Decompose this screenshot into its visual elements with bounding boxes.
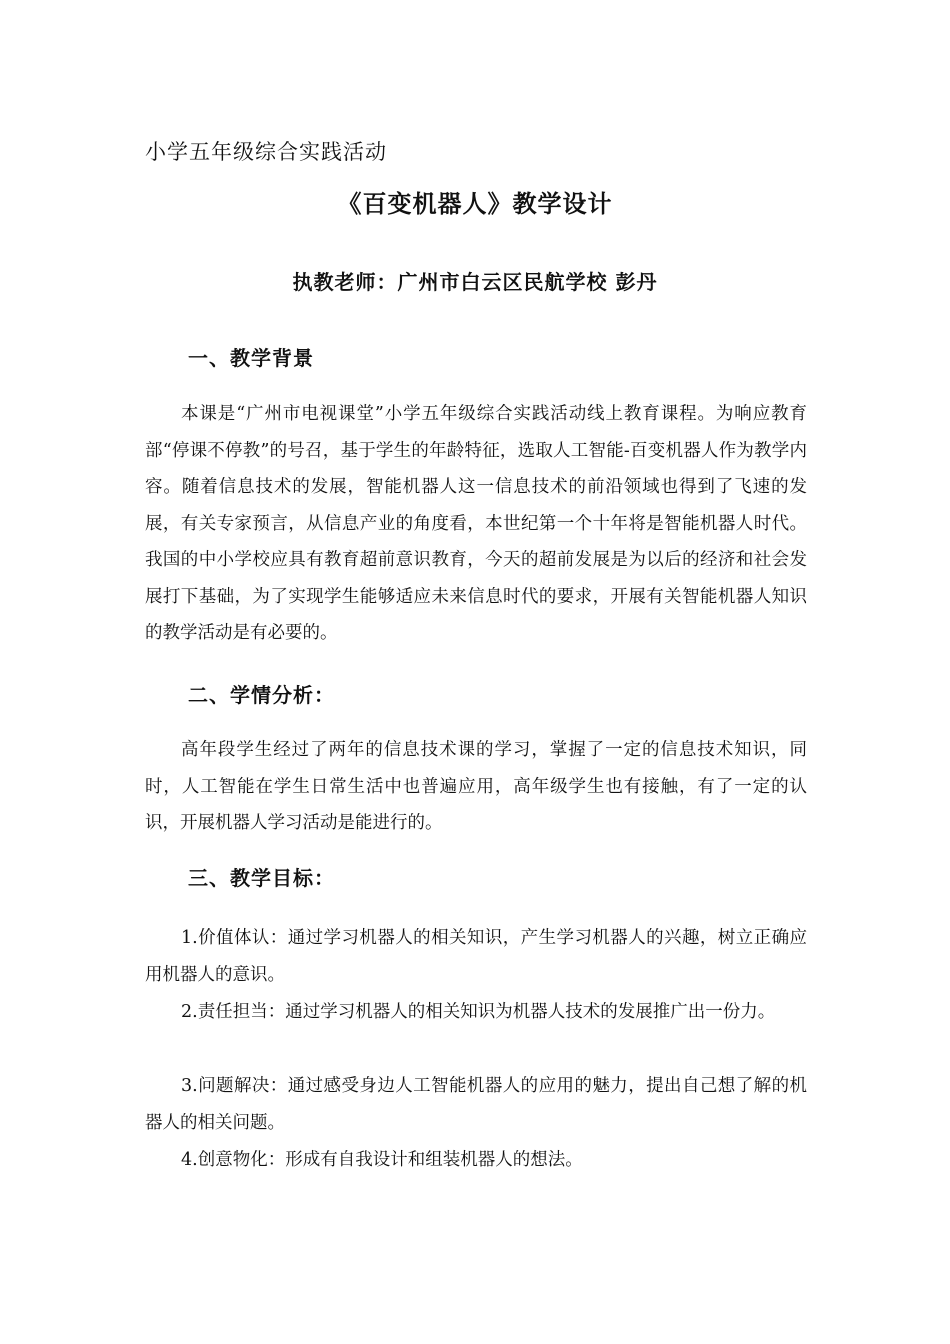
- objective-item: 1.价值体认：通过学习机器人的相关知识，产生学习机器人的兴趣，树立正确应用机器人的意识。: [145, 928, 807, 985]
- section-heading-analysis: 二、学情分析：: [188, 683, 335, 707]
- section-paragraph-background: 本课是“广州市电视课堂”小学五年级综合实践活动线上教育课程。为响应教育部“停课不停教”的号召，基于学生的年龄特征，选取人工智能-百变机器人作为教学内容。随着信息技术的发展，智能机器人这一信息技术的前沿领域也得到了飞速的发展，有关专家预言，从信息产业的角度看，本世纪第一个十年将是智能机器人时代。我国的中小学校应具有教育超前意识教育，今天的超前发展是为以后的经济和社会发展打下基础，为了实现学生能够适应未来信息时代的要求，开展有关智能机器人知识的教学活动是有必要的。: [145, 404, 807, 643]
- document-subtitle: 小学五年级综合实践活动: [145, 140, 387, 164]
- section-heading-objectives: 三、教学目标：: [188, 866, 335, 890]
- objective-item: 2.责任担当：通过学习机器人的相关知识为机器人技术的发展推广出一份力。: [181, 1002, 776, 1022]
- objective-item: 4.创意物化：形成有自我设计和组装机器人的想法。: [181, 1150, 583, 1170]
- section-paragraph-analysis: 高年段学生经过了两年的信息技术课的学习，掌握了一定的信息技术知识，同时，人工智能在学生日常生活中也普遍应用，高年级学生也有接触，有了一定的认识，开展机器人学习活动是能进行的。: [145, 740, 807, 833]
- objective-item: 3.问题解决：通过感受身边人工智能机器人的应用的魅力，提出自己想了解的机器人的相关问题。: [145, 1076, 807, 1133]
- section-heading-background: 一、教学背景: [188, 346, 314, 370]
- document-author: 执教老师：广州市白云区民航学校 彭丹: [292, 270, 658, 294]
- document-title: 《百变机器人》教学设计: [337, 189, 613, 218]
